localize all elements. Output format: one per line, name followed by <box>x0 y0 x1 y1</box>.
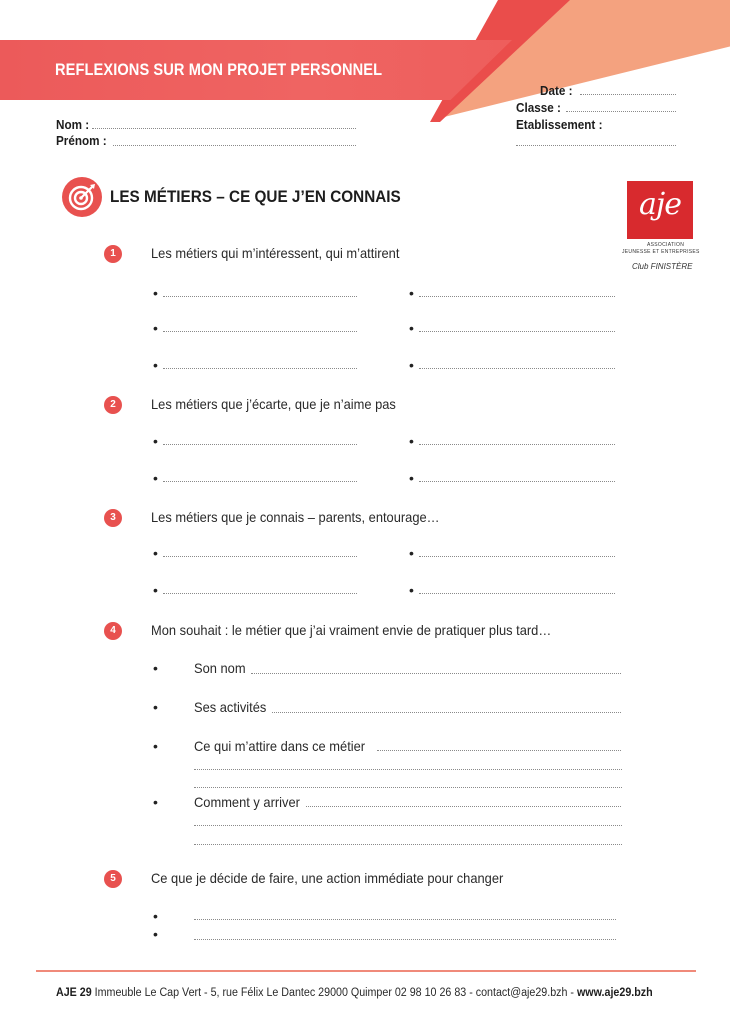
answer-3-line[interactable] <box>419 556 615 557</box>
prenom-field[interactable] <box>113 145 356 146</box>
logo-subtitle-2: JEUNESSE ET ENTREPRISES <box>622 249 700 255</box>
answer-1-line[interactable] <box>419 331 615 332</box>
classe-field[interactable] <box>566 111 676 112</box>
action-line[interactable] <box>194 939 616 940</box>
wish-path-line[interactable] <box>194 844 622 845</box>
answer-2-line[interactable] <box>419 481 615 482</box>
question-2-text: Les métiers que j’écarte, que je n’aime pas <box>151 396 396 412</box>
footer <box>56 987 653 999</box>
etablissement-field[interactable] <box>516 145 676 146</box>
question-1-text: Les métiers qui m’intéressent, qui m’attirent <box>151 245 400 261</box>
nom-label: Nom : <box>56 117 90 132</box>
date-label: Date : <box>540 83 573 98</box>
answer-2-line[interactable] <box>419 444 615 445</box>
answer-1-line[interactable] <box>163 331 357 332</box>
question-number-2: 2 <box>104 396 122 414</box>
answer-3-line[interactable] <box>419 593 615 594</box>
wish-path-line[interactable] <box>194 825 622 826</box>
wish-item-activities: Ses activités <box>194 699 267 715</box>
bullet: • <box>153 357 158 373</box>
nom-field[interactable] <box>92 128 356 129</box>
wish-attraction-line[interactable] <box>194 787 622 788</box>
question-3-text: Les métiers que je connais – parents, entourage… <box>151 509 440 525</box>
answer-3-line[interactable] <box>163 593 357 594</box>
footer-divider <box>36 970 696 972</box>
bullet: • <box>153 433 158 449</box>
bullet: • <box>153 660 158 676</box>
question-number-1: 1 <box>104 245 122 263</box>
bullet: • <box>409 285 414 301</box>
wish-item-attraction: Ce qui m’attire dans ce métier <box>194 738 366 754</box>
logo-subtitle-1: ASSOCIATION <box>647 242 685 248</box>
question-4-text: Mon souhait : le métier que j’ai vraiment envie de pratiquer plus tard… <box>151 622 552 638</box>
bullet: • <box>153 320 158 336</box>
bullet: • <box>153 738 158 754</box>
footer-website[interactable]: www.aje29.bzh <box>576 987 653 999</box>
bullet: • <box>153 908 158 924</box>
prenom-label: Prénom : <box>56 133 107 148</box>
answer-3-line[interactable] <box>163 556 357 557</box>
page-title: REFLEXIONS SUR MON PROJET PERSONNEL <box>55 60 383 79</box>
question-number-5: 5 <box>104 870 122 888</box>
wish-path-line[interactable] <box>306 806 621 807</box>
wish-activities-line[interactable] <box>272 712 621 713</box>
wish-item-name: Son nom <box>194 660 246 676</box>
wish-attraction-line[interactable] <box>194 769 622 770</box>
bullet: • <box>153 926 158 942</box>
section-title: LES MÉTIERS – CE QUE J’EN CONNAIS <box>110 187 401 206</box>
bullet: • <box>409 582 414 598</box>
bullet: • <box>153 699 158 715</box>
wish-name-line[interactable] <box>251 673 621 674</box>
etablissement-label: Etablissement : <box>516 117 603 132</box>
footer-address: Immeuble Le Cap Vert - 5, rue Félix Le Dantec 29000 Quimper 02 98 10 26 83 - contact@aje29.bzh - <box>94 987 574 999</box>
bullet: • <box>409 545 414 561</box>
bullet: • <box>153 285 158 301</box>
question-number-3: 3 <box>104 509 122 527</box>
question-number-4: 4 <box>104 622 122 640</box>
answer-1-line[interactable] <box>163 368 357 369</box>
answer-2-line[interactable] <box>163 481 357 482</box>
footer-org: AJE 29 <box>56 987 92 999</box>
bullet: • <box>409 320 414 336</box>
answer-1-line[interactable] <box>163 296 357 297</box>
bullet: • <box>409 433 414 449</box>
answer-1-line[interactable] <box>419 368 615 369</box>
answer-2-line[interactable] <box>163 444 357 445</box>
bullet: • <box>153 582 158 598</box>
wish-attraction-line[interactable] <box>377 750 621 751</box>
bullet: • <box>409 357 414 373</box>
bullet: • <box>409 470 414 486</box>
wish-item-path: Comment y arriver <box>194 794 300 810</box>
bullet: • <box>153 794 158 810</box>
action-line[interactable] <box>194 919 616 920</box>
answer-1-line[interactable] <box>419 296 615 297</box>
question-5-text: Ce que je décide de faire, une action immédiate pour changer <box>151 870 504 886</box>
logo-club: Club FINISTÈRE <box>632 262 693 271</box>
target-icon <box>62 177 102 217</box>
bullet: • <box>153 470 158 486</box>
date-field[interactable] <box>580 94 676 95</box>
bullet: • <box>153 545 158 561</box>
logo-letters: aje <box>639 187 681 222</box>
classe-label: Classe : <box>516 100 561 115</box>
aje-logo <box>627 181 693 239</box>
